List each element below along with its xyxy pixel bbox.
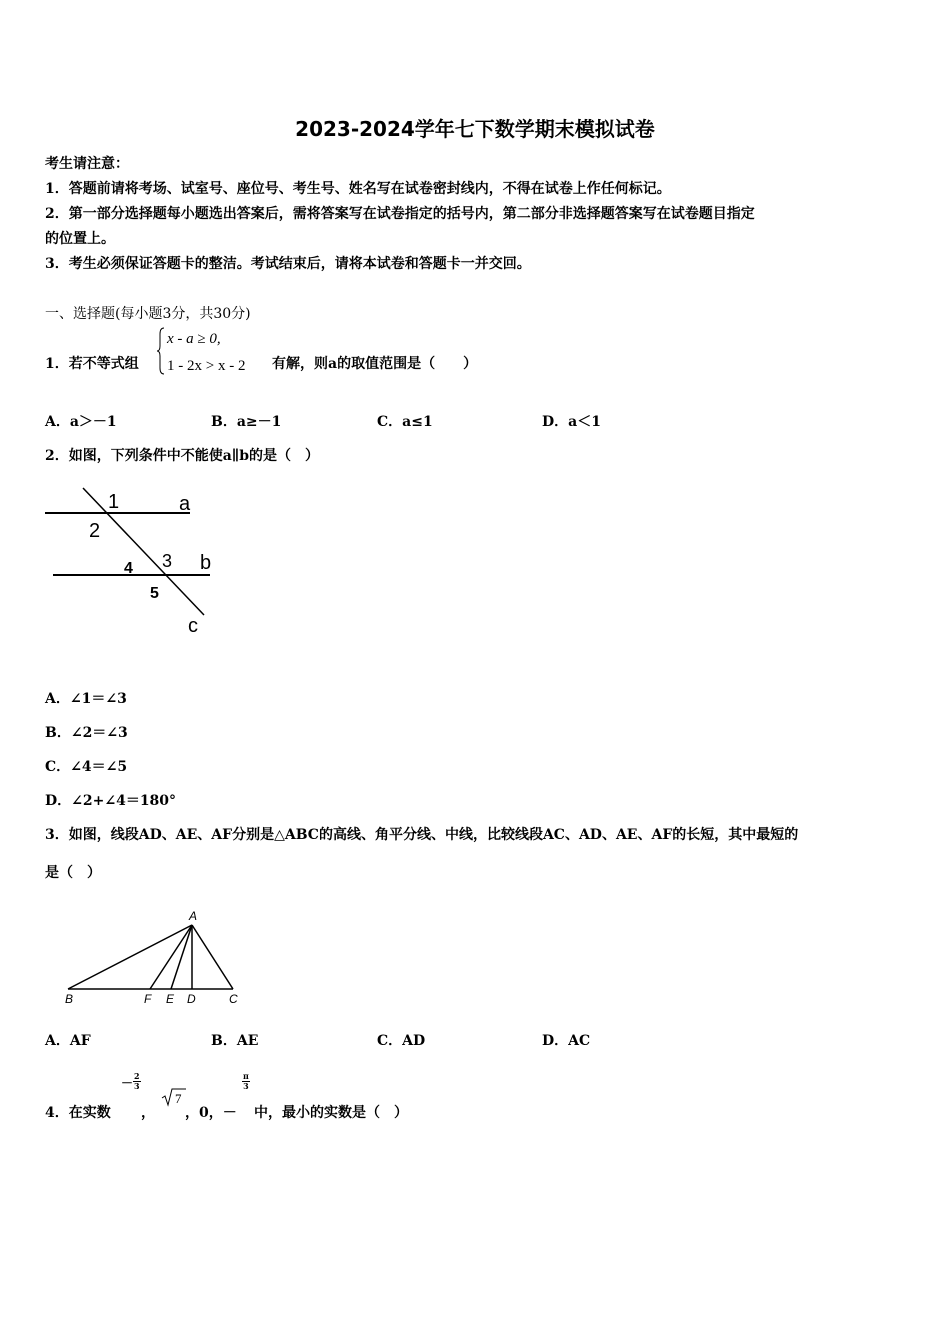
q4-frac2-num: π: [243, 1071, 249, 1081]
q4-suffix: 中，最小的实数是（ ）: [254, 1105, 408, 1121]
label-3: 3: [162, 551, 173, 571]
label-c: c: [188, 615, 198, 637]
label-1: 1: [108, 491, 120, 513]
section-heading: 一、选择题(每小题3分，共30分): [45, 306, 251, 322]
notice-item-2-cont: 的位置上。: [45, 231, 115, 247]
q2-option-a[interactable]: A．∠1＝∠3: [45, 691, 127, 707]
page-title: 2023-2024学年七下数学期末模拟试卷: [295, 117, 655, 141]
q3-option-b[interactable]: B．AE: [211, 1033, 259, 1049]
q2-option-b[interactable]: B．∠2＝∠3: [45, 725, 128, 741]
q2-figure: [40, 480, 230, 640]
label-4: 4: [124, 560, 133, 577]
vertex-f: F: [144, 992, 152, 1005]
q4-fraction-1: [133, 1072, 141, 1091]
q1-option-c[interactable]: C．a≤1: [377, 414, 433, 430]
q4-prefix: 4．在实数: [45, 1105, 111, 1121]
q4-middle: ，0，－: [185, 1105, 237, 1121]
label-5: 5: [150, 585, 159, 602]
vertex-a: A: [189, 909, 198, 923]
vertex-c: C: [229, 992, 238, 1005]
notice-heading: 考生请注意：: [45, 156, 129, 172]
q3-option-c[interactable]: C．AD: [377, 1033, 426, 1049]
q3-text-line1: 3．如图，线段AD、AE、AF分别是△ABC的高线、角平分线、中线，比较线段AC、AD、AE、AF的长短，其中最短的: [45, 827, 799, 843]
q4-fraction-2: [242, 1072, 250, 1091]
q4-sqrt: [160, 1086, 188, 1108]
q1-inequality-system: [154, 324, 272, 378]
q3-option-a[interactable]: A．AF: [45, 1033, 91, 1049]
q4-sqrt-arg: 7: [175, 1091, 182, 1106]
notice-item-3: 3．考生必须保证答题卡的整洁。考试结束后，请将本试卷和答题卡一并交回。: [45, 256, 531, 272]
notice-item-2: 2．第一部分选择题每小题选出答案后，需将答案写在试卷指定的括号内，第二部分非选择题答案写在试卷题目指定: [45, 206, 755, 222]
q4-frac1-num: 2: [134, 1071, 140, 1081]
q4-comma: ，: [141, 1105, 155, 1121]
q4-frac1-den: 3: [134, 1081, 140, 1091]
q1-ineq-1: x - a ≥ 0,: [167, 331, 221, 347]
vertex-d: D: [187, 992, 196, 1005]
q3-option-d[interactable]: D．AC: [542, 1033, 591, 1049]
label-b: b: [200, 552, 212, 574]
q1-option-a[interactable]: A．a＞－1: [45, 414, 117, 430]
vertex-b: B: [65, 992, 74, 1005]
q2-option-d[interactable]: D．∠2+∠4＝180°: [45, 793, 177, 809]
q4-neg-sign: －: [121, 1076, 134, 1090]
label-a: a: [179, 493, 191, 515]
q2-option-c[interactable]: C．∠4＝∠5: [45, 759, 128, 775]
q1-suffix: 有解，则a的取值范围是（ ）: [272, 356, 478, 372]
segment-ac: [192, 925, 233, 989]
label-2: 2: [89, 520, 101, 542]
q4-frac2-den: 3: [243, 1081, 249, 1091]
vertex-e: E: [166, 992, 175, 1005]
segment-af: [150, 925, 192, 989]
notice-item-1: 1．答题前请将考场、试室号、座位号、考生号、姓名写在试卷密封线内，不得在试卷上作任何标记。: [45, 181, 671, 197]
q1-ineq-2: 1 - 2x > x - 2: [167, 358, 246, 374]
q1-prefix: 1．若不等式组: [45, 356, 139, 372]
q3-triangle-figure: [60, 905, 250, 1005]
q1-option-b[interactable]: B．a≥－1: [211, 414, 282, 430]
q2-text: 2．如图，下列条件中不能使a∥b的是（ ）: [45, 448, 320, 464]
q1-option-d[interactable]: D．a＜1: [542, 414, 601, 430]
q3-text-line2: 是（ ）: [45, 865, 101, 881]
